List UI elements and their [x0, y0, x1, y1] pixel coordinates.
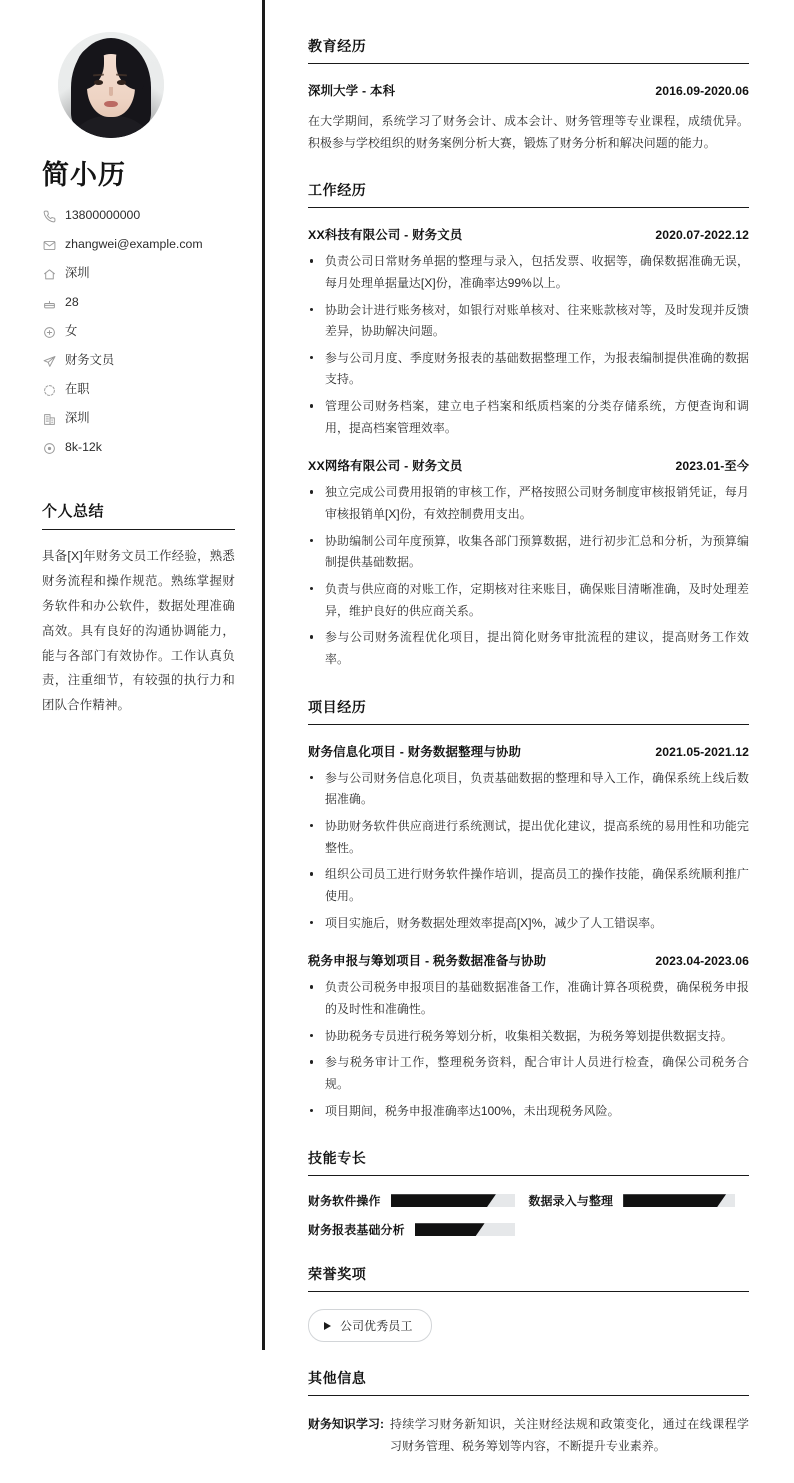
entry-description: 在大学期间，系统学习了财务会计、成本会计、财务管理等专业课程，成绩优异。积极参与学校组织的财务案例分析大赛，锻炼了财务分析和解决问题的能力。 [308, 113, 749, 150]
bullet-list [308, 482, 749, 670]
bullet-item: 参与公司财务流程优化项目，提出简化财务审批流程的建议，提高财务工作效率。 [308, 627, 749, 670]
contact-item-workplace [42, 411, 235, 427]
salary-icon [42, 441, 56, 455]
contact-value: 28 [65, 295, 79, 310]
bullet-item: 独立完成公司费用报销的审核工作，严格按照公司财务制度审核报销凭证，每月审核报销单[X]份，有效控制费用支出。 [308, 482, 749, 525]
contact-value: 女 [65, 324, 78, 339]
other-info-heading: 其他信息 [308, 1368, 749, 1396]
skill-name: 数据录入与整理 [528, 1194, 614, 1209]
entry-date: 2021.05-2021.12 [655, 744, 749, 759]
contact-item-gender [42, 324, 235, 340]
bullet-item: 组织公司员工进行财务软件操作培训，提高员工的操作技能，确保系统顺利推广使用。 [308, 864, 749, 907]
education-heading: 教育经历 [308, 36, 749, 64]
contact-value: 13800000000 [65, 208, 141, 223]
skill-row [529, 1192, 750, 1209]
entry-title: XX科技有限公司 - 财务文员 [308, 228, 463, 243]
avatar [58, 32, 164, 138]
summary-text: 具备[X]年财务文员工作经验，熟悉财务流程和操作规范。熟练掌握财务软件和办公软件，数据处理准确高效。具有良好的沟通协调能力，能与各部门有效协作。工作认真负责，注重细节，有较强的执行力和团队合作精神。 [42, 549, 235, 713]
skill-row [308, 1192, 529, 1209]
work-entry [308, 225, 749, 439]
bullet-item: 项目期间，税务申报准确率达100%，未出现税务风险。 [308, 1101, 749, 1123]
honors-heading: 荣誉奖项 [308, 1264, 749, 1292]
avatar-photo [58, 32, 164, 138]
entry-date: 2023.04-2023.06 [655, 954, 749, 969]
contact-item-status [42, 382, 235, 398]
skills-heading: 技能专长 [308, 1148, 749, 1176]
honor-list [308, 1309, 749, 1342]
contact-value: 财务文员 [65, 353, 115, 368]
education-section [308, 36, 749, 154]
skill-progress-track [415, 1223, 515, 1236]
work-heading: 工作经历 [308, 180, 749, 208]
envelope-icon [42, 238, 56, 252]
gender-icon [42, 325, 56, 339]
skills-grid [308, 1192, 749, 1238]
work-entry [308, 456, 749, 670]
skill-row [308, 1221, 529, 1238]
skill-name: 财务报表基础分析 [308, 1223, 405, 1238]
sidebar [0, 0, 263, 730]
contact-item-phone [42, 208, 235, 224]
entry-date: 2023.01-至今 [675, 459, 749, 474]
person-name: 简小历 [42, 160, 126, 190]
entry-header [308, 951, 749, 969]
column-divider [262, 0, 265, 1350]
entry-header [308, 456, 749, 474]
bullet-list [308, 977, 749, 1122]
skills-section [308, 1148, 749, 1238]
contact-item-email [42, 237, 235, 253]
honor-label: 公司优秀员工 [340, 1319, 413, 1334]
paper-plane-icon [42, 354, 56, 368]
entry-date: 2016.09-2020.06 [655, 84, 749, 98]
contact-value: 在职 [65, 382, 90, 397]
home-icon [42, 267, 56, 281]
bullet-item: 负责公司税务申报项目的基础数据准备工作，准确计算各项税费，确保税务申报的及时性和准确性。 [308, 977, 749, 1020]
bullet-item: 参与公司财务信息化项目，负责基础数据的整理和导入工作，确保系统上线后数据准确。 [308, 768, 749, 811]
contact-value: zhangwei@example.com [65, 237, 203, 252]
contact-value: 深圳 [65, 411, 90, 426]
project-entry [308, 742, 749, 935]
other-info-label: 财务知识学习: [308, 1417, 385, 1432]
projects-heading: 项目经历 [308, 697, 749, 725]
bullet-item: 管理公司财务档案，建立电子档案和纸质档案的分类存储系统，方便查询和调用，提高档案管理效率。 [308, 396, 749, 439]
honors-section [308, 1264, 749, 1342]
cake-icon [42, 296, 56, 310]
bullet-list [308, 768, 749, 935]
bullet-item: 参与公司月度、季度财务报表的基础数据整理工作，为报表编制提供准确的数据支持。 [308, 348, 749, 391]
entry-date: 2020.07-2022.12 [655, 228, 749, 243]
entry-title: 深圳大学 - 本科 [308, 84, 396, 98]
building-icon [42, 412, 56, 426]
entry-header [308, 742, 749, 760]
entry-title: XX网络有限公司 - 财务文员 [308, 459, 463, 474]
skill-progress-track [623, 1194, 735, 1207]
entry-header [308, 81, 749, 99]
contact-item-position [42, 353, 235, 369]
play-triangle-icon [324, 1322, 331, 1330]
contact-item-city [42, 266, 235, 282]
work-section [308, 180, 749, 671]
contact-item-salary [42, 440, 235, 456]
contact-value: 8k-12k [65, 440, 102, 455]
skill-name: 财务软件操作 [308, 1194, 381, 1209]
main-content [263, 0, 794, 1483]
skill-progress-fill [415, 1223, 485, 1236]
honor-chip[interactable] [308, 1309, 432, 1342]
education-entry [308, 81, 749, 154]
skill-progress-track [391, 1194, 515, 1207]
projects-section [308, 697, 749, 1123]
contact-list [42, 208, 235, 456]
project-entry [308, 951, 749, 1122]
bullet-item: 参与税务审计工作，整理税务资料，配合审计人员进行检查，确保公司税务合规。 [308, 1052, 749, 1095]
summary-section [42, 500, 235, 718]
status-icon [42, 383, 56, 397]
contact-value: 深圳 [65, 266, 90, 281]
skill-progress-fill [391, 1194, 496, 1207]
bullet-item: 协助财务软件供应商进行系统测试，提出优化建议，提高系统的易用性和功能完整性。 [308, 816, 749, 859]
summary-heading: 个人总结 [42, 500, 235, 530]
bullet-item: 协助税务专员进行税务筹划分析，收集相关数据，为税务筹划提供数据支持。 [308, 1026, 749, 1048]
entry-header [308, 225, 749, 243]
contact-item-age [42, 295, 235, 311]
bullet-item: 项目实施后，财务数据处理效率提高[X]%，减少了人工错误率。 [308, 913, 749, 935]
entry-title: 财务信息化项目 - 财务数据整理与协助 [308, 744, 522, 759]
phone-icon [42, 209, 56, 223]
other-info-value: 持续学习财务新知识，关注财经法规和政策变化，通过在线课程学习财务管理、税务筹划等内容，不断提升专业素养。 [390, 1417, 749, 1454]
bullet-list [308, 251, 749, 439]
bullet-item: 负责公司日常财务单据的整理与录入，包括发票、收据等，确保数据准确无误，每月处理单据量达[X]份，准确率达99%以上。 [308, 251, 749, 294]
other-info-section [308, 1368, 749, 1457]
bullet-item: 协助会计进行账务核对，如银行对账单核对、往来账款核对等，及时发现并反馈差异，协助解决问题。 [308, 300, 749, 343]
skill-progress-fill [623, 1194, 726, 1207]
other-info-row [308, 1413, 749, 1457]
bullet-item: 负责与供应商的对账工作，定期核对往来账目，确保账目清晰准确，及时处理差异，维护良好的供应商关系。 [308, 579, 749, 622]
entry-title: 税务申报与筹划项目 - 税务数据准备与协助 [308, 954, 547, 969]
bullet-item: 协助编制公司年度预算，收集各部门预算数据，进行初步汇总和分析，为预算编制提供基础数据。 [308, 531, 749, 574]
